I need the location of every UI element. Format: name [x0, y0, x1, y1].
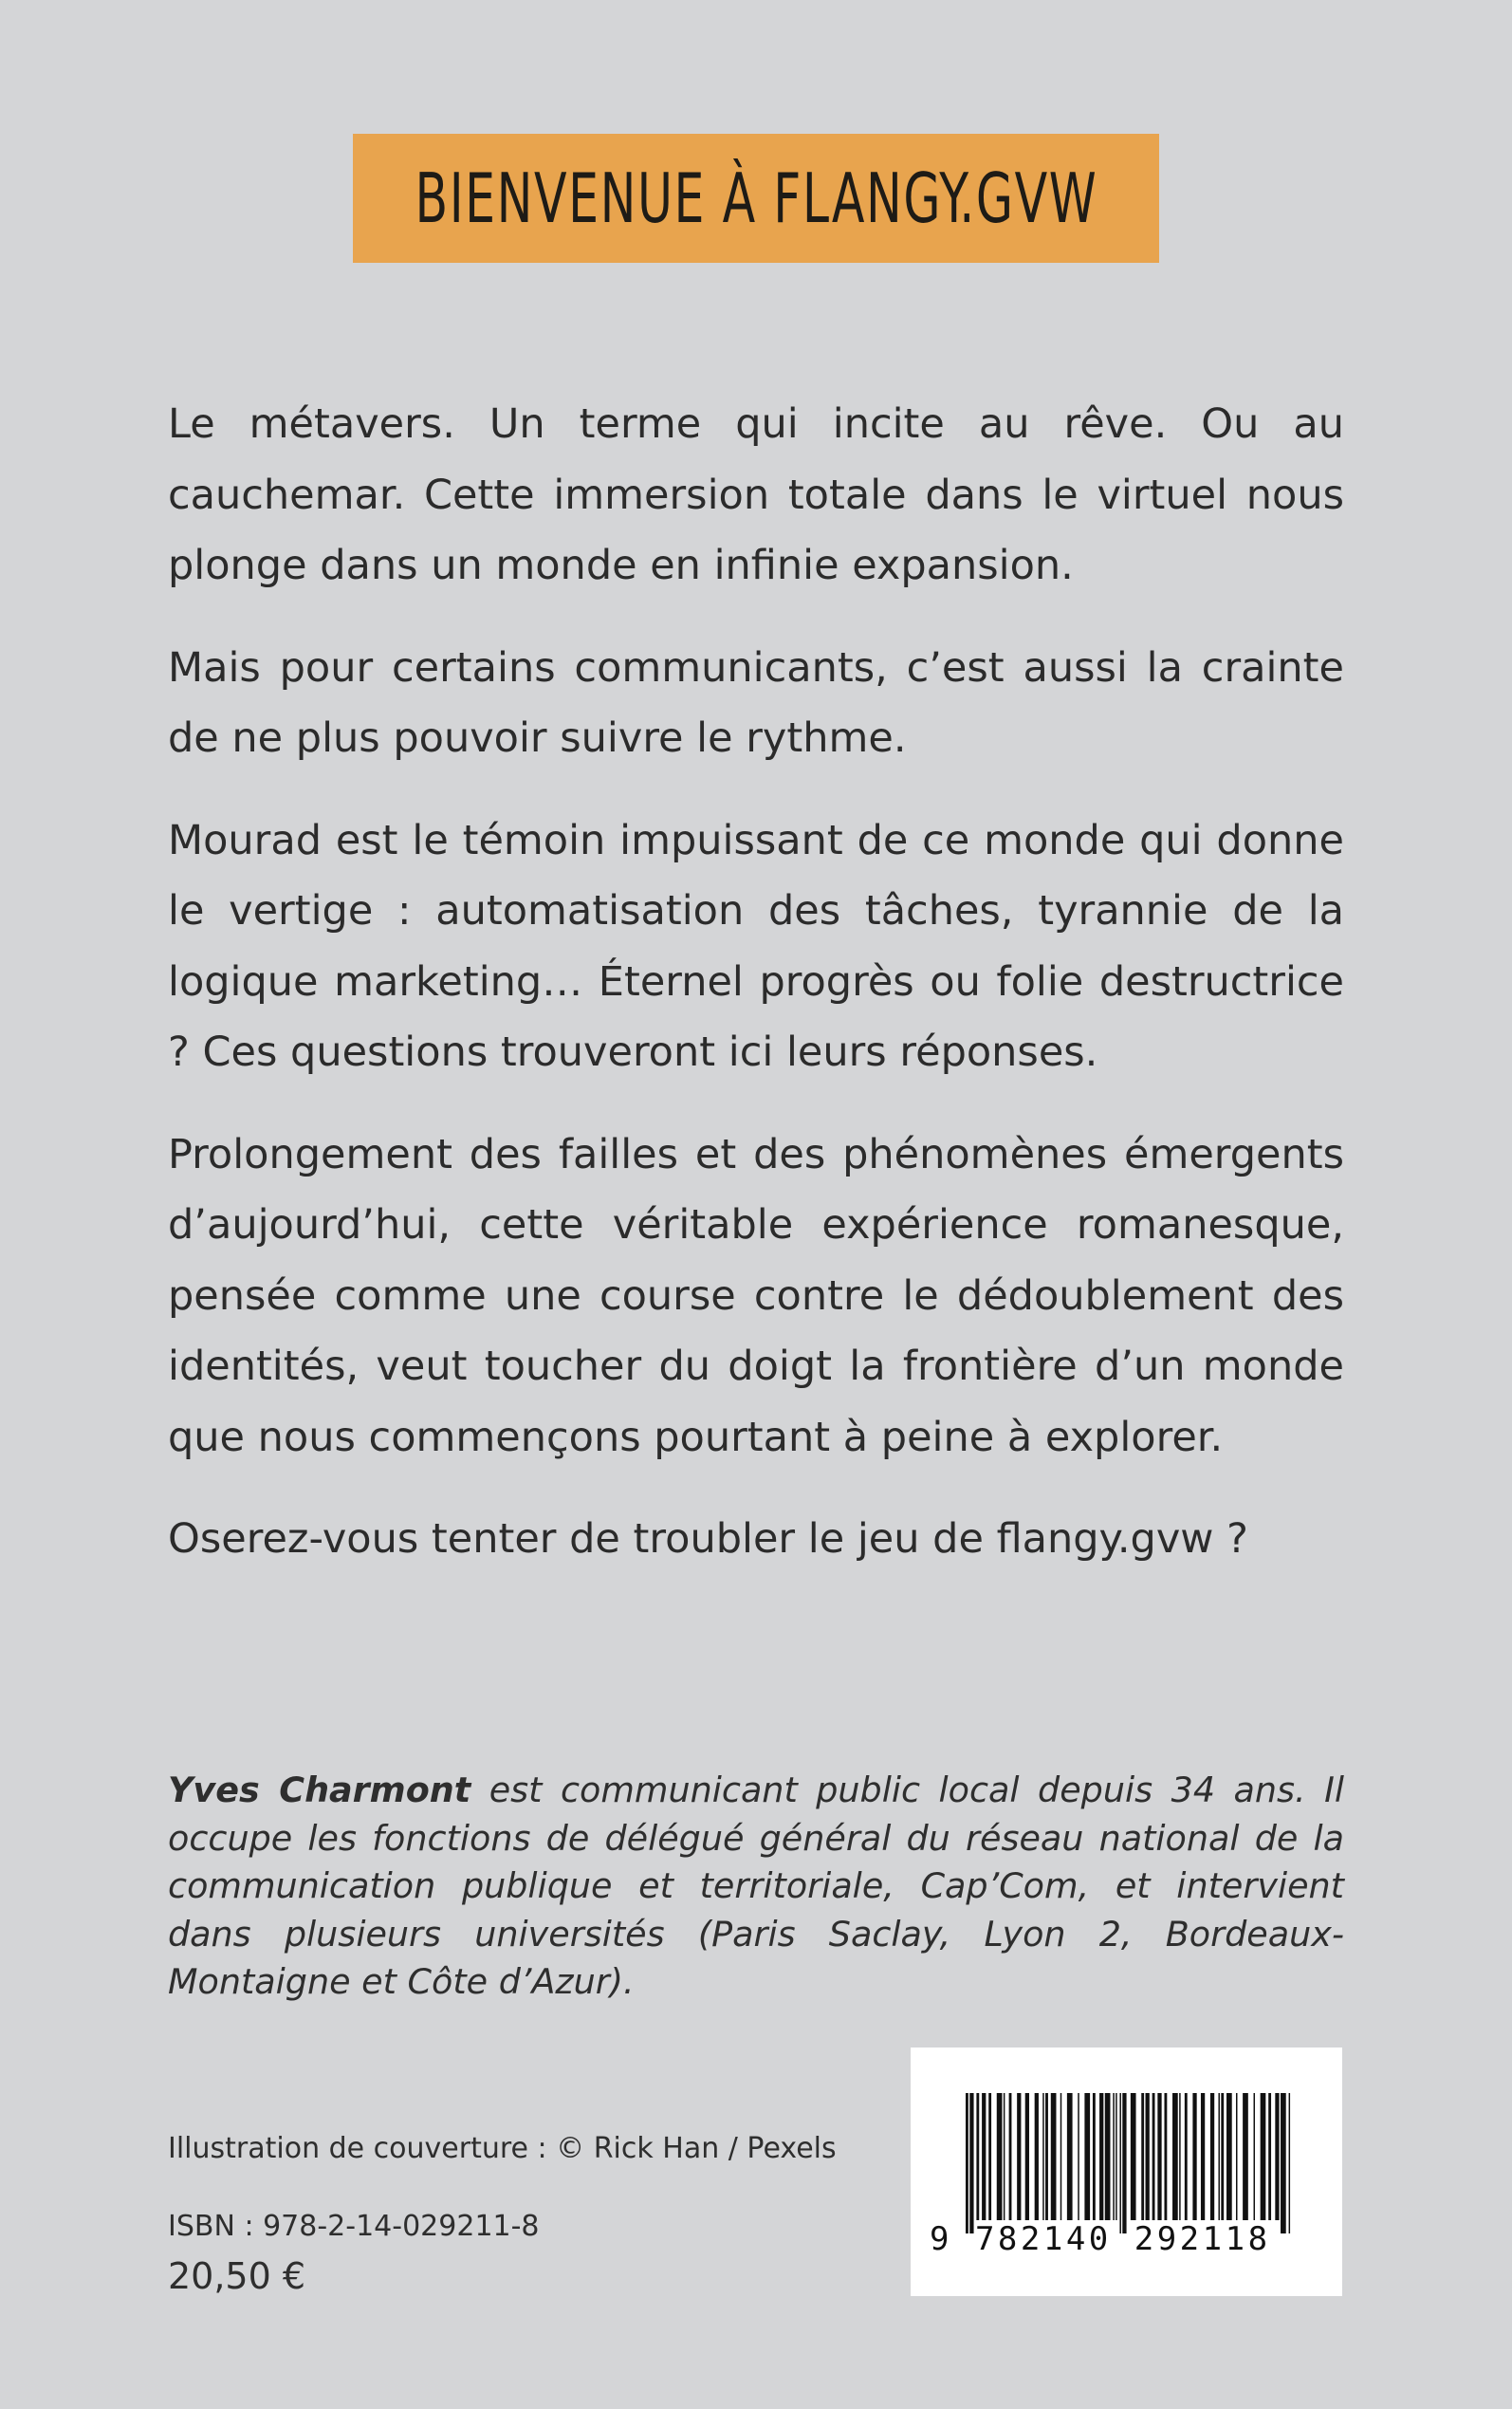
barcode-bar: [1281, 2093, 1286, 2233]
barcode-bar: [966, 2093, 968, 2233]
barcode-bar: [969, 2093, 973, 2233]
barcode-bar: [1045, 2093, 1048, 2220]
isbn: ISBN : 978-2-14-029211-8: [168, 2210, 540, 2243]
barcode-bar: [982, 2093, 986, 2220]
blurb-paragraph-4: Prolongement des failles et des phénomènes émergents d’aujourd’hui, cette véritable expérience romanesque, pensée comme une course contre le dédoublement des identités, veut toucher du doigt la frontière d’un monde que nous commençons pourtant à peine à explorer.: [168, 1130, 1344, 1461]
barcode-bar: [1116, 2093, 1117, 2220]
barcode-bar: [1119, 2093, 1121, 2233]
barcode-bar: [1042, 2093, 1044, 2220]
barcode-bar: [1218, 2093, 1220, 2220]
barcode-bar: [1275, 2093, 1279, 2220]
barcode-bar: [1099, 2093, 1103, 2220]
author-bio: [168, 1767, 1344, 2007]
title-banner: [353, 134, 1159, 263]
barcode-bar: [1268, 2093, 1271, 2220]
barcode-bar: [1192, 2093, 1196, 2220]
barcode-bar: [1009, 2093, 1012, 2220]
barcode-digits: 9 782140 292118: [930, 2220, 1271, 2258]
barcode-bar: [1243, 2093, 1248, 2220]
barcode-bar: [997, 2093, 1003, 2220]
barcode-bar: [1122, 2093, 1126, 2233]
barcode-bar: [1179, 2093, 1181, 2220]
barcode-bar: [1152, 2093, 1155, 2220]
barcode-bar: [1254, 2093, 1256, 2220]
blurb-paragraph-5: Oserez-vous tenter de troubler le jeu de flangy.gvw ?: [168, 1515, 1248, 1563]
barcode-bar: [1035, 2093, 1039, 2220]
barcode-bar: [988, 2093, 991, 2220]
barcode-bar: [1146, 2093, 1150, 2220]
barcode-bar: [1141, 2093, 1144, 2220]
illustration-credit: Illustration de couverture : © Rick Han / Pexels: [168, 2132, 837, 2165]
barcode-bar: [1157, 2093, 1161, 2220]
price: 20,50 €: [168, 2255, 306, 2297]
barcode-bar: [1067, 2093, 1073, 2220]
barcode-bar: [1004, 2093, 1005, 2220]
barcode-bar: [1164, 2093, 1167, 2220]
barcode-bars: [911, 2048, 1342, 2296]
author-bio-text: est communicant public local depuis 34 ans. Il occupe les fonctions de délégué général du réseau national de la communication publique et territoriale, Cap’Com, et intervient dans plusieurs universités (Paris Saclay, Lyon 2, Bordeaux-Montaigne et Côte d’Azur).: [168, 1770, 1345, 2002]
barcode-bar: [1078, 2093, 1079, 2220]
barcode-bar: [1093, 2093, 1096, 2220]
blurb-paragraph-3: Mourad est le témoin impuissant de ce monde qui donne le vertige : automatisation des tâches, tyrannie de la logique marketing… Éternel progrès ou folie destructrice ? Ces questions trouveront ici leurs réponses.: [168, 816, 1344, 1076]
barcode-bar: [1221, 2093, 1224, 2220]
barcode-bar: [1261, 2093, 1266, 2220]
barcode-bar: [1236, 2093, 1238, 2220]
barcode-bar: [1025, 2093, 1029, 2220]
blurb-paragraph-1: Le métavers. Un terme qui incite au rêve. Ou au cauchemar. Cette immersion totale dans le virtuel nous plonge dans un monde en infinie expansion.: [168, 400, 1344, 589]
barcode-bar: [1017, 2093, 1021, 2220]
barcode-bar: [1060, 2093, 1062, 2220]
blurb-paragraph-2: Mais pour certains communicants, c’est aussi la crainte de ne plus pouvoir suivre le rythme.: [168, 643, 1344, 762]
barcode-bar: [1131, 2093, 1136, 2220]
barcode-bar: [1185, 2093, 1188, 2220]
barcode-bar: [1289, 2093, 1291, 2233]
barcode-bar: [1113, 2093, 1115, 2220]
barcode: [911, 2048, 1342, 2296]
barcode-bar: [1226, 2093, 1232, 2220]
barcode-bar: [1105, 2093, 1111, 2220]
barcode-bar: [1051, 2093, 1057, 2220]
author-name: Yves Charmont: [168, 1770, 471, 1810]
barcode-bar: [1210, 2093, 1214, 2220]
barcode-bar: [976, 2093, 979, 2220]
back-cover-blurb: [168, 389, 1344, 1606]
barcode-bar: [1084, 2093, 1090, 2220]
barcode-bar: [1201, 2093, 1205, 2220]
barcode-bar: [1172, 2093, 1178, 2220]
book-title: BIENVENUE À FLANGY.GVW: [415, 158, 1097, 238]
